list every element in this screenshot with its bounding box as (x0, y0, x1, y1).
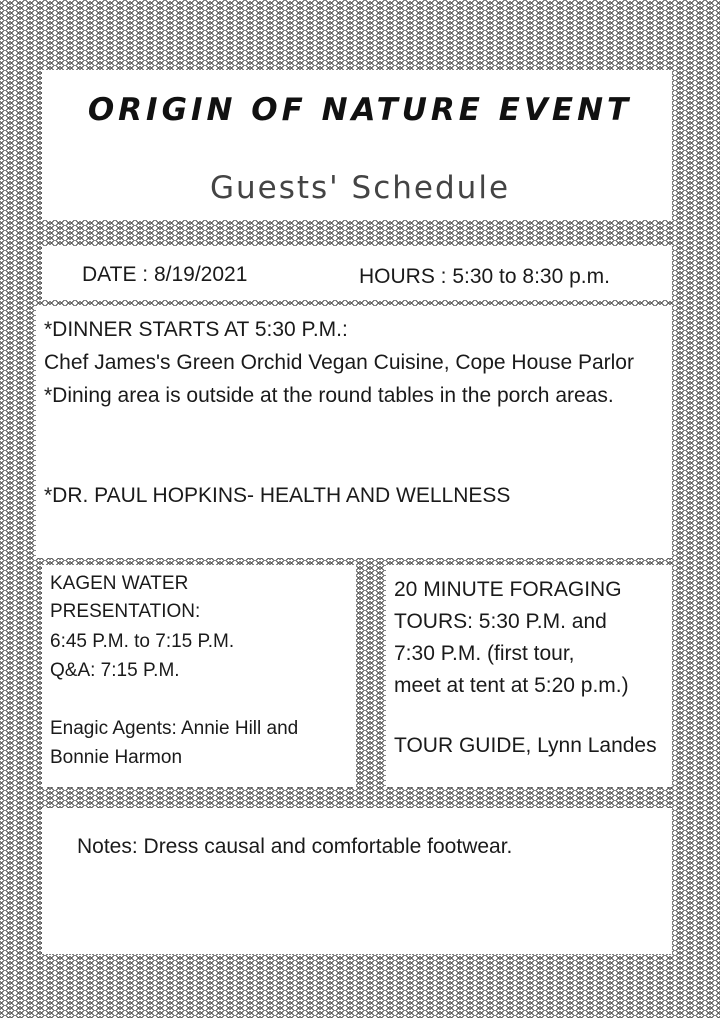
notes-panel (42, 808, 672, 954)
kagen-agents-cont: Bonnie Harmon (50, 747, 183, 768)
event-title: ORIGIN OF NATURE EVENT (87, 92, 633, 128)
notes-text: Notes: Dress causal and comfortable footwear. (77, 835, 513, 858)
tour-guide: TOUR GUIDE, Lynn Landes (394, 734, 657, 757)
dinner-panel (36, 306, 672, 558)
dinner-heading: *DINNER STARTS AT 5:30 P.M.: (44, 318, 348, 341)
foraging-title: 20 MINUTE FORAGING (394, 578, 622, 601)
kagen-qa: Q&A: 7:15 P.M. (50, 660, 180, 681)
event-date: DATE : 8/19/2021 (82, 263, 248, 286)
foraging-meet: meet at tent at 5:20 p.m.) (394, 674, 629, 697)
event-hours: HOURS : 5:30 to 8:30 p.m. (359, 265, 610, 288)
foraging-times: 7:30 P.M. (first tour, (394, 642, 575, 665)
kagen-title: KAGEN WATER (50, 573, 189, 594)
kagen-time: 6:45 P.M. to 7:15 P.M. (50, 631, 235, 652)
kagen-agents: Enagic Agents: Annie Hill and (50, 718, 299, 739)
foraging-tours: TOURS: 5:30 P.M. and (394, 610, 607, 633)
kagen-presentation: PRESENTATION: (50, 601, 201, 622)
schedule-subtitle: Guests' Schedule (209, 170, 511, 206)
speaker-line: *DR. PAUL HOPKINS- HEALTH AND WELLNESS (44, 484, 511, 507)
dinner-location: *Dining area is outside at the round tables in the porch areas. (44, 384, 614, 407)
dinner-chef: Chef James's Green Orchid Vegan Cuisine, Cope House Parlor (44, 351, 634, 374)
